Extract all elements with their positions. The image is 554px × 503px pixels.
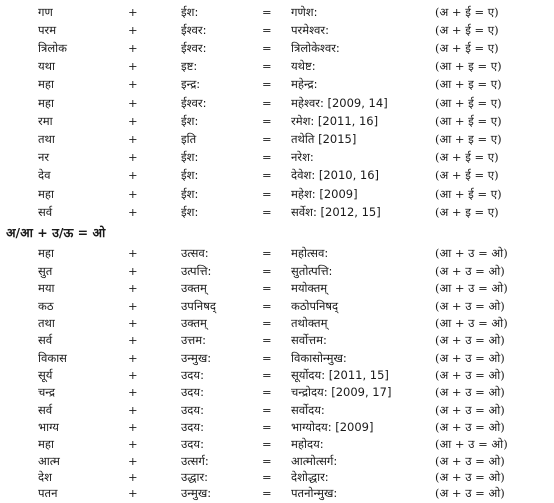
plus-sign: + [128,96,138,110]
result-word: महेन्द्र: [291,77,318,91]
result-word: सर्वेश: [2012, 15] [291,205,381,219]
equals-sign: = [262,403,272,417]
plus-sign: + [128,385,138,399]
plus-sign: + [128,205,138,219]
plus-sign: + [128,368,138,382]
result-word: त्रिलोकेश्वर: [291,41,340,55]
second-word: ईश: [181,187,199,201]
table-row [0,484,554,502]
second-word: ईश्वर: [181,23,207,37]
sandhi-rule: (अ + उ = ओ) [435,403,505,417]
plus-sign: + [128,77,138,91]
second-word: उक्तम् [181,281,207,295]
equals-sign: = [262,168,272,182]
result-word: सर्वोत्तम: [291,333,327,347]
table-row [0,314,554,332]
second-word: इष्ट: [181,59,198,73]
second-word: ईश: [181,205,199,219]
equals-sign: = [262,114,272,128]
sandhi-rule: (अ + ई = ए) [435,150,499,164]
table-row [0,94,554,112]
table-row [0,112,554,130]
sandhi-rule: (अ + ई = ए) [435,23,499,37]
table-row [0,262,554,280]
table-row [0,39,554,57]
sandhi-rule: (अ + उ = ओ) [435,454,505,468]
equals-sign: = [262,437,272,451]
result-word: देवेश: [2010, 16] [291,168,380,182]
sandhi-rule: (अ + ई = ए) [435,5,499,19]
result-word: सूर्योदय: [2011, 15] [291,368,389,382]
second-word: इन्द्र: [181,77,201,91]
first-word: परम [38,23,57,37]
sandhi-rule: (अ + ई = ए) [435,168,499,182]
equals-sign: = [262,5,272,19]
second-word: उन्मुख: [181,486,212,500]
table-row [0,418,554,436]
plus-sign: + [128,150,138,164]
second-word: उदय: [181,437,204,451]
plus-sign: + [128,299,138,313]
equals-sign: = [262,59,272,73]
equals-sign: = [262,385,272,399]
sandhi-rule: (अ + उ = ओ) [435,351,505,365]
result-word: देशोद्धार: [291,470,329,484]
equals-sign: = [262,316,272,330]
first-word: रमा [38,114,53,128]
equals-sign: = [262,281,272,295]
second-word: उक्तम् [181,316,207,330]
plus-sign: + [128,403,138,417]
plus-sign: + [128,470,138,484]
equals-sign: = [262,333,272,347]
second-word: ईश: [181,5,199,19]
first-word: मया [38,281,55,295]
result-word: विकासोन्मुख: [291,351,347,365]
result-word: परमेश्वर: [291,23,329,37]
plus-sign: + [128,420,138,434]
table-row [0,244,554,262]
second-word: ईश: [181,150,199,164]
equals-sign: = [262,299,272,313]
sandhi-rule: (अ + उ = ओ) [435,299,505,313]
table-row [0,349,554,367]
sandhi-rule: (अ + इ = ए) [435,205,499,219]
table-row [0,57,554,75]
first-word: सर्व [38,205,53,219]
result-word: चन्द्रोदय: [2009, 17] [291,385,392,399]
second-word: उत्तम: [181,333,206,347]
equals-sign: = [262,150,272,164]
first-word: देश [38,470,52,484]
result-word: पतनोन्मुख: [291,486,338,500]
second-word: ईश: [181,114,199,128]
result-word: रमेश: [2011, 16] [291,114,379,128]
sandhi-rule: (अ + ई = ए) [435,41,499,55]
second-word: उत्सव: [181,246,209,260]
table-row [0,435,554,453]
plus-sign: + [128,59,138,73]
result-word: तथोक्तम् [291,316,328,330]
result-word: मयोक्तम् [291,281,328,295]
result-word: भाग्योदय: [2009] [291,420,374,434]
first-word: महा [38,246,54,260]
plus-sign: + [128,132,138,146]
table-row [0,366,554,384]
first-word: नर [38,150,50,164]
first-word: सूर्य [38,368,53,382]
result-word: महेश: [2009] [291,187,358,201]
second-word: उदय: [181,420,204,434]
table-row [0,148,554,166]
equals-sign: = [262,132,272,146]
table-row [0,297,554,315]
first-word: त्रिलोक [38,41,67,55]
equals-sign: = [262,187,272,201]
first-word: यथा [38,59,55,73]
plus-sign: + [128,264,138,278]
first-word: तथा [38,132,55,146]
first-word: तथा [38,316,55,330]
plus-sign: + [128,281,138,295]
table-row [0,331,554,349]
plus-sign: + [128,41,138,55]
equals-sign: = [262,205,272,219]
equals-sign: = [262,41,272,55]
second-word: उत्सर्ग: [181,454,209,468]
sandhi-rule: (आ + ई = ए) [435,96,502,110]
second-word: उदय: [181,385,204,399]
second-word: ईश्वर: [181,96,207,110]
result-word: नरेश: [291,150,314,164]
sandhi-rule: (आ + ई = ए) [435,114,502,128]
plus-sign: + [128,246,138,260]
first-word: भाग्य [38,420,59,434]
second-word: ईश: [181,168,199,182]
result-word: महोदय: [291,437,324,451]
sandhi-rule: (आ + इ = ए) [435,77,502,91]
result-word: यथेष्ट: [291,59,316,73]
sandhi-rule: (अ + उ = ओ) [435,470,505,484]
plus-sign: + [128,23,138,37]
first-word: महा [38,437,54,451]
table-row [0,279,554,297]
first-word: देव [38,168,51,182]
first-word: सर्व [38,403,53,417]
first-word: महा [38,77,54,91]
second-word: उपनिषद् [181,299,216,313]
sandhi-rule: (आ + उ = ओ) [435,316,508,330]
table-row [0,185,554,203]
result-word: कठोपनिषद् [291,299,339,313]
plus-sign: + [128,5,138,19]
equals-sign: = [262,264,272,278]
result-word: महेश्वर: [2009, 14] [291,96,388,110]
sandhi-rule: (अ + उ = ओ) [435,486,505,500]
table-row [0,130,554,148]
plus-sign: + [128,316,138,330]
table-row [0,203,554,221]
plus-sign: + [128,114,138,128]
second-word: उदय: [181,403,204,417]
sandhi-rule: (आ + उ = ओ) [435,437,508,451]
first-word: महा [38,96,54,110]
second-word: उन्मुख: [181,351,212,365]
plus-sign: + [128,437,138,451]
plus-sign: + [128,168,138,182]
sandhi-rule: (आ + उ = ओ) [435,246,508,260]
plus-sign: + [128,351,138,365]
plus-sign: + [128,187,138,201]
sandhi-rule: (आ + उ = ओ) [435,281,508,295]
plus-sign: + [128,486,138,500]
first-word: सुत [38,264,53,278]
plus-sign: + [128,454,138,468]
plus-sign: + [128,333,138,347]
result-word: सर्वोदय: [291,403,325,417]
first-word: विकास [38,351,67,365]
table-row [0,75,554,93]
equals-sign: = [262,454,272,468]
second-word: उदय: [181,368,204,382]
sandhi-rule: (आ + ई = ए) [435,187,502,201]
first-word: चन्द्र [38,385,55,399]
equals-sign: = [262,486,272,500]
sandhi-rule: (अ + उ = ओ) [435,368,505,382]
table-row [0,3,554,21]
sandhi-rule: (अ + उ = ओ) [435,264,505,278]
equals-sign: = [262,77,272,91]
sandhi-rule: (आ + इ = ए) [435,132,502,146]
table-row [0,166,554,184]
result-word: तथेति [2015] [291,132,357,146]
sandhi-rule: (आ + इ = ए) [435,59,502,73]
table-row [0,383,554,401]
second-word: ईश्वर: [181,41,207,55]
result-word: सुतोत्पत्ति: [291,264,333,278]
second-word: उद्धार: [181,470,209,484]
section-heading: अ/आ + उ/ऊ = ओ [6,225,106,240]
equals-sign: = [262,470,272,484]
first-word: कठ [38,299,54,313]
equals-sign: = [262,23,272,37]
table-row [0,401,554,419]
first-word: पतन [38,486,58,500]
sandhi-rule: (अ + उ = ओ) [435,385,505,399]
equals-sign: = [262,246,272,260]
table-row [0,21,554,39]
result-word: गणेश: [291,5,318,19]
equals-sign: = [262,351,272,365]
result-word: महोत्सव: [291,246,329,260]
first-word: आत्म [38,454,60,468]
result-word: आत्मोत्सर्ग: [291,454,338,468]
first-word: महा [38,187,54,201]
first-word: गण [38,5,53,19]
equals-sign: = [262,96,272,110]
sandhi-rule: (अ + उ = ओ) [435,420,505,434]
sandhi-rule: (अ + उ = ओ) [435,333,505,347]
equals-sign: = [262,368,272,382]
second-word: इति [181,132,197,146]
equals-sign: = [262,420,272,434]
second-word: उत्पत्ति: [181,264,212,278]
first-word: सर्व [38,333,53,347]
